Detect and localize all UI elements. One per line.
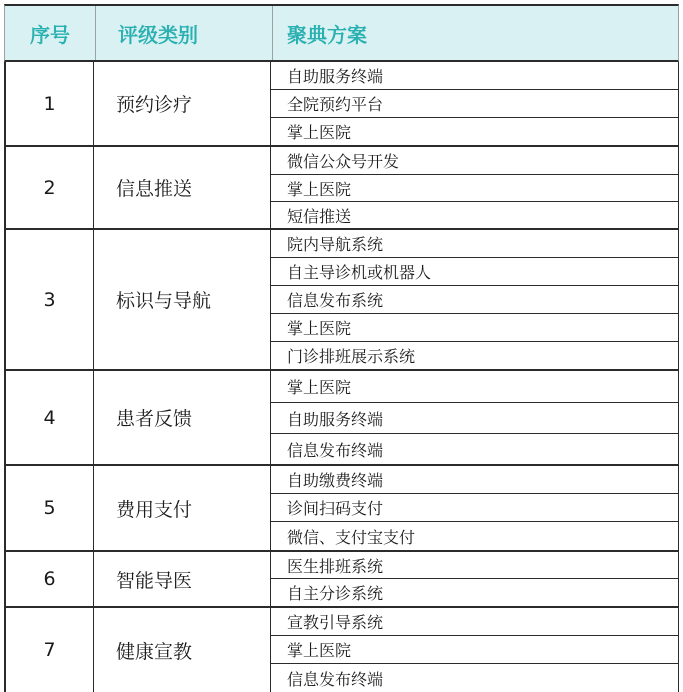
row-index: 2	[6, 147, 94, 228]
header-solution: 聚典方案	[287, 22, 367, 47]
evaluation-table	[4, 4, 679, 692]
row-category: 信息推送	[94, 147, 271, 228]
solution-item: 微信公众号开发	[271, 147, 678, 175]
solution-list	[271, 371, 678, 464]
row-index: 3	[6, 230, 94, 369]
row-category: 预约诊疗	[94, 62, 271, 145]
solution-item: 自助服务终端	[271, 62, 678, 90]
solution-item: 诊间扫码支付	[271, 494, 678, 522]
table-row-group	[6, 62, 678, 147]
table-row-group	[6, 552, 678, 608]
solution-item: 信息发布终端	[287, 669, 384, 689]
solution-item: 掌上医院	[287, 123, 352, 142]
solution-item: 院内导航系统	[271, 230, 678, 258]
row-index: 1	[6, 62, 94, 145]
solution-list	[271, 147, 678, 228]
solution-item: 信息发布系统	[271, 286, 678, 314]
header-category: 评级类别	[96, 6, 273, 60]
solution-item: 医生排班系统	[271, 552, 678, 579]
row-index: 5	[6, 466, 94, 550]
table-row-group	[6, 230, 678, 371]
solution-item: 自助缴费终端	[271, 466, 678, 494]
table-row-group	[6, 371, 678, 466]
solution-item: 自助服务终端	[271, 403, 678, 434]
row-category: 费用支付	[94, 466, 271, 550]
solution-list	[271, 552, 678, 606]
row-index: 6	[6, 552, 94, 606]
solution-item: 门诊排班展示系统	[287, 347, 416, 366]
row-category: 智能导医	[94, 552, 271, 606]
solution-item: 微信、支付宝支付	[287, 527, 416, 547]
solution-list	[271, 608, 678, 692]
header-index: 序号	[5, 6, 96, 60]
row-category: 标识与导航	[94, 230, 271, 369]
table-header	[4, 4, 679, 62]
table-row-group	[6, 147, 678, 230]
solution-item: 自主导诊机或机器人	[271, 258, 678, 286]
solution-list	[271, 62, 678, 145]
solution-item: 掌上医院	[271, 371, 678, 403]
table-body	[4, 62, 679, 692]
solution-item: 宣教引导系统	[271, 608, 678, 636]
row-index: 7	[6, 608, 94, 692]
solution-item: 掌上医院	[271, 314, 678, 342]
solution-list	[271, 466, 678, 550]
solution-list	[271, 230, 678, 369]
solution-item: 自主分诊系统	[287, 584, 384, 603]
table-row-group	[6, 608, 678, 692]
solution-item: 全院预约平台	[271, 90, 678, 118]
solution-item: 短信推送	[287, 206, 352, 226]
solution-item: 掌上医院	[271, 175, 678, 202]
row-index: 4	[6, 371, 94, 464]
row-category: 健康宣教	[94, 608, 271, 692]
row-category: 患者反馈	[94, 371, 271, 464]
table-row-group	[6, 466, 678, 552]
solution-item: 信息发布终端	[287, 440, 384, 460]
solution-item: 掌上医院	[271, 636, 678, 664]
